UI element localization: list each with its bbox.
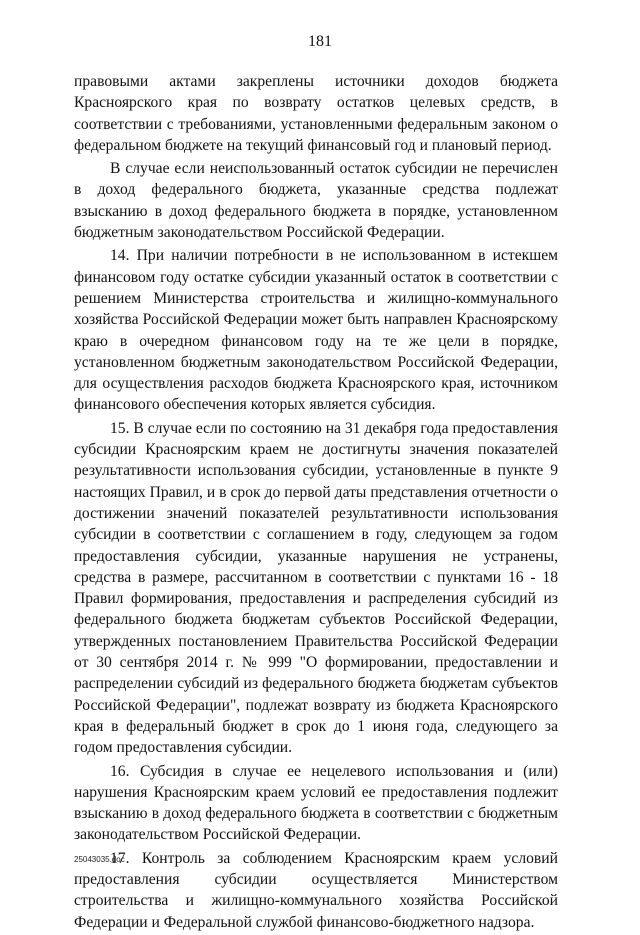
- paragraph-unused-balance: В случае если неиспользованный остаток субсидии не перечислен в доход федерального бюджета, указанные средства подлежат взысканию в доход федерального бюджета в порядке, установленном бюджетным законодательством Российской Федерации.: [74, 160, 558, 242]
- paragraph-item-16: 16. Субсидия в случае ее нецелевого использования и (или) нарушения Красноярским краем условий ее предоставления подлежит взысканию в доход федерального бюджета в соответствии с бюджетным законодательством Российской Федерации.: [74, 762, 558, 844]
- paragraph-continuation: правовыми актами закреплены источники доходов бюджета Красноярского края по возврату остатков целевых средств, в соответствии с требованиями, установленными федеральным законом о федеральном бюджете на текущий финансовый год и плановый период.: [74, 73, 558, 154]
- page-number: 181: [308, 33, 332, 50]
- paragraph-item-15: 15. В случае если по состоянию на 31 декабря года предоставления субсидии Красноярским краем не достигнуты значения показателей результативности использования субсидии, установленные в пункте 9 настоящих Правил, и в срок до первой даты представления отчетности о достижении значений показателей результативности использования субсидии в соответствии с соглашением в году, следующем за годом предоставления субсидии, указанные нарушения не устранены, средства в размере, рассчитанном в соответствии с пунктами 16 - 18 Правил формирования, предоставления и распределения субсидий из федерального бюджета бюджетам субъектов Российской Федерации, утвержденных постановлением Правительства Российской Федерации от 30 сентября 2014 г. № 999 "О формировании, предоставлении и распределении субсидий из федерального бюджета бюджетам субъектов Российской Федерации", подлежат возврату из бюджета Красноярского края в федеральный бюджет в срок до 1 июня года, следующего за годом предоставления субсидии.: [74, 419, 558, 757]
- document-file-id: 25043035.doc: [74, 855, 125, 864]
- paragraph-item-17: 17. Контроль за соблюдением Красноярским краем условий предоставления субсидии осуществляется Министерством строительства и жилищно-коммунального хозяйства Российской Федерации и Федеральной службой финансово-бюджетного надзора.: [74, 849, 558, 931]
- paragraph-item-14: 14. При наличии потребности в не использованном в истекшем финансовом году остатке субсидии указанный остаток в соответствии с решением Министерства строительства и жилищно-коммунального хозяйства Российской Федерации может быть направлен Красноярскому краю в очередном финансовом году на те же цели в порядке, установленном бюджетным законодательством Российской Федерации, для осуществления расходов бюджета Красноярского края, источником финансового обеспечения которых является субсидия.: [74, 247, 558, 414]
- document-body: [74, 71, 558, 935]
